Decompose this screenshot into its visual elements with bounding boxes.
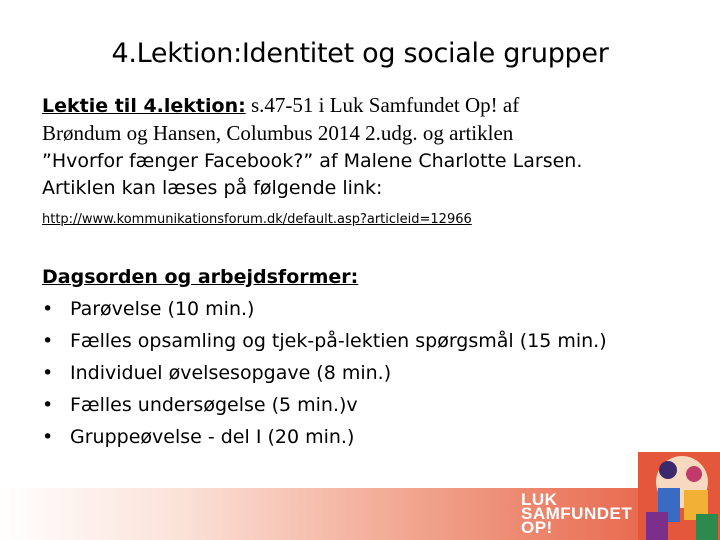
logo-line3: OP! bbox=[521, 518, 553, 537]
bullet: • bbox=[42, 394, 54, 416]
lektie-text-line3: ”Hvorfor fænger Facebook?” af Malene Charlotte Larsen. bbox=[42, 150, 583, 172]
lektie-paragraph bbox=[42, 92, 682, 202]
list-item bbox=[42, 389, 682, 421]
agenda-item-text: Individuel øvelsesopgave (8 min.) bbox=[70, 362, 392, 384]
lektie-text-line2: Brøndum og Hansen, Columbus 2014 2.udg. og artiklen bbox=[42, 121, 514, 145]
book-cover-image bbox=[638, 452, 720, 540]
agenda-item-text: Fælles undersøgelse (5 min.)v bbox=[70, 394, 358, 416]
logo-line2: SAMFUNDET bbox=[521, 504, 633, 523]
list-item bbox=[42, 325, 682, 357]
slide-title: 4.Lektion:Identitet og sociale grupper bbox=[111, 38, 609, 69]
agenda-item-text: Parøvelse (10 min.) bbox=[70, 298, 255, 320]
book-logo bbox=[521, 490, 633, 537]
logo-line1: LUK bbox=[521, 490, 558, 509]
list-item bbox=[42, 421, 682, 453]
agenda-list bbox=[42, 293, 682, 453]
agenda-title: Dagsorden og arbejdsformer: bbox=[42, 266, 359, 288]
cover-figure-body bbox=[646, 512, 668, 540]
list-item bbox=[42, 293, 682, 325]
lektie-text-line1: s.47-51 i Luk Samfundet Op! af bbox=[245, 93, 520, 117]
cover-figure-head bbox=[686, 466, 702, 482]
lektie-text-line4: Artiklen kan læses på følgende link: bbox=[42, 177, 383, 199]
agenda-item-text: Gruppeøvelse - del I (20 min.) bbox=[70, 426, 355, 448]
bullet: • bbox=[42, 298, 54, 320]
list-item bbox=[42, 357, 682, 389]
lektie-label: Lektie til 4.lektion: bbox=[42, 95, 246, 117]
bullet: • bbox=[42, 330, 54, 352]
agenda-item-text: Fælles opsamling og tjek-på-lektien spørgsmål (15 min.) bbox=[70, 330, 607, 352]
bullet: • bbox=[42, 362, 54, 384]
cover-figure-body bbox=[696, 514, 718, 540]
slide-body bbox=[42, 92, 682, 453]
article-link[interactable]: http://www.kommunikationsforum.dk/default.asp?articleid=12966 bbox=[42, 212, 472, 227]
bullet: • bbox=[42, 426, 54, 448]
agenda-section bbox=[42, 261, 682, 453]
cover-figure-head bbox=[659, 461, 677, 479]
